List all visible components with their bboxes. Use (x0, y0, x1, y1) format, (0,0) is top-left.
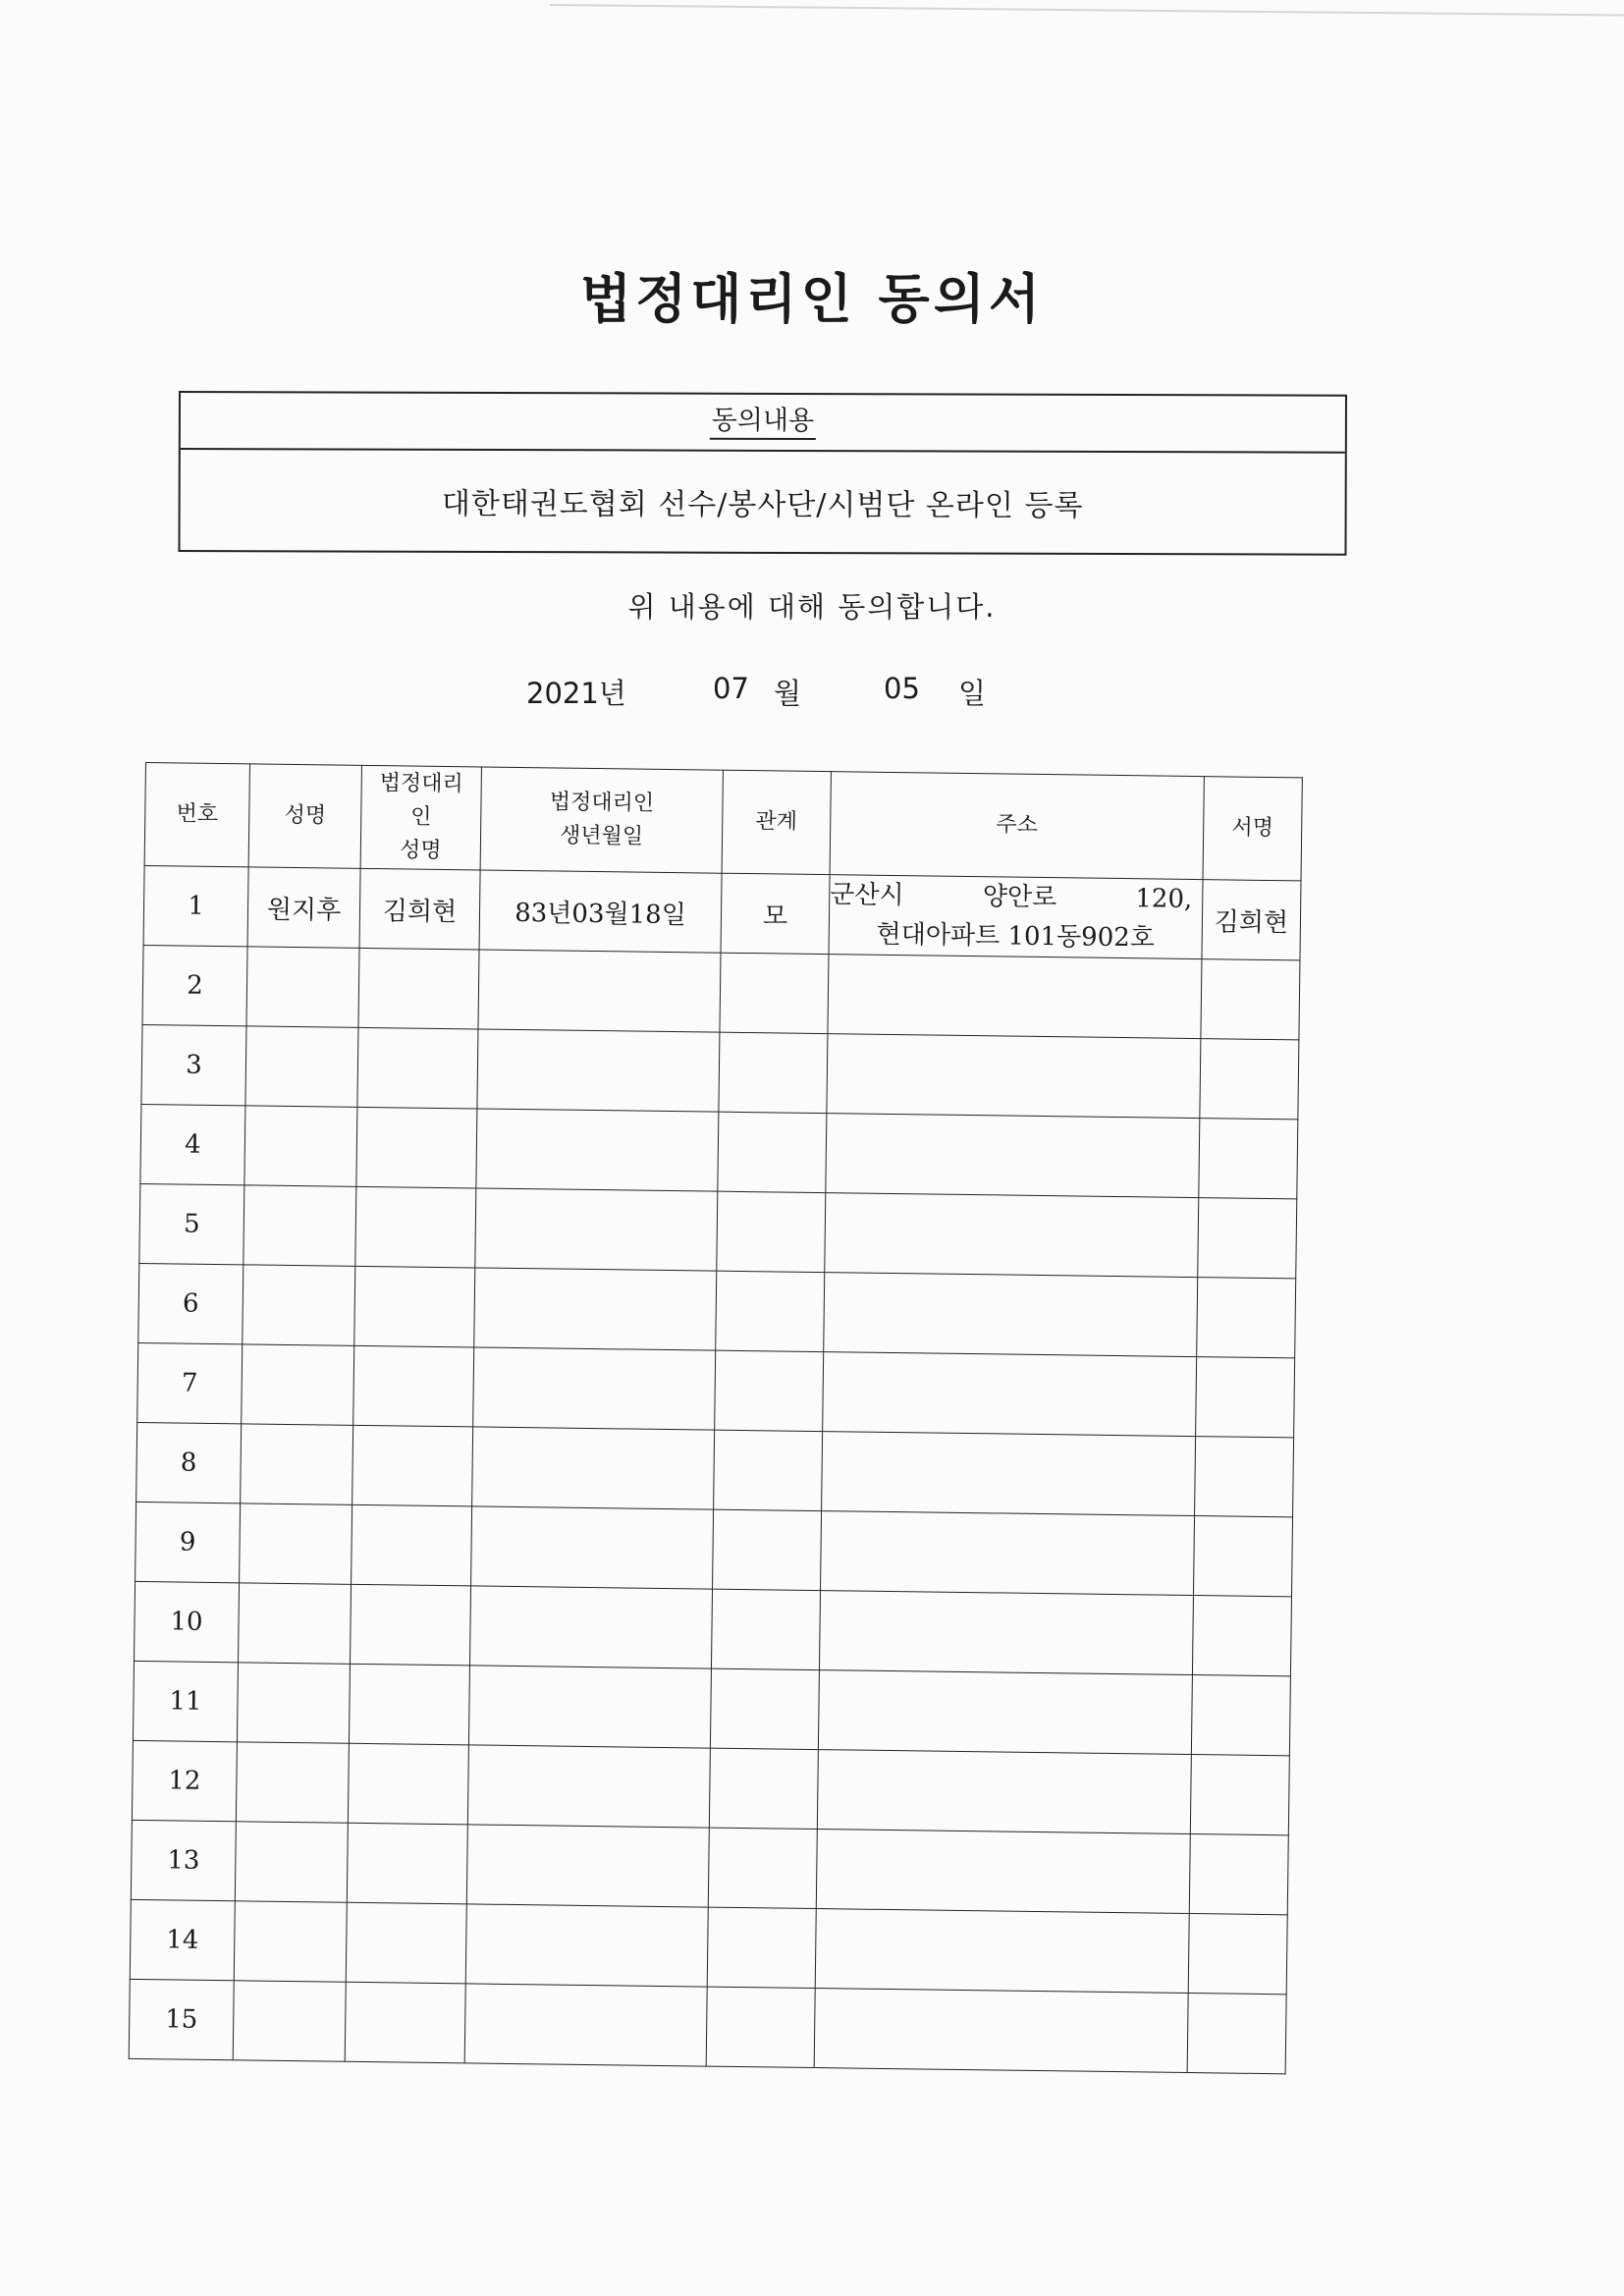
cell-relation[interactable]: 모 (721, 873, 830, 954)
table-row (143, 865, 1301, 959)
header-guardian-name (360, 765, 481, 870)
table-row (138, 1263, 1296, 1357)
cell-address[interactable] (825, 1193, 1199, 1278)
cell-number: 4 (140, 1104, 245, 1184)
cell-address[interactable] (814, 1989, 1188, 2073)
header-guardian-name-line1: 법정대리 (379, 771, 463, 797)
cell-signature[interactable] (1195, 1437, 1294, 1517)
cell-guardian-name[interactable] (358, 948, 479, 1029)
cell-signature[interactable] (1201, 959, 1300, 1040)
cell-relation[interactable] (708, 1828, 817, 1908)
cell-name[interactable] (239, 1583, 352, 1664)
cell-signature[interactable] (1187, 1994, 1286, 2074)
address-line2: 현대아파트 101동902호 (876, 919, 1156, 954)
cell-signature[interactable] (1200, 1039, 1299, 1120)
cell-guardian-birth[interactable] (471, 1506, 714, 1589)
cell-guardian-birth[interactable] (477, 1029, 720, 1112)
cell-address[interactable] (828, 955, 1202, 1039)
cell-signature[interactable] (1193, 1516, 1292, 1597)
consent-content-heading: 동의내용 (710, 405, 816, 440)
cell-guardian-name[interactable] (357, 1027, 478, 1109)
table-header-row (144, 763, 1302, 881)
cell-name[interactable]: 원지후 (247, 867, 360, 948)
cell-relation[interactable] (713, 1509, 822, 1590)
guardian-table (129, 762, 1303, 2074)
agreement-statement: 위 내용에 대해 동의합니다. (627, 590, 997, 624)
table-row (135, 1502, 1293, 1596)
header-guardian-name-line3: 성명 (399, 838, 442, 863)
cell-name[interactable] (243, 1265, 355, 1345)
cell-relation[interactable] (707, 1907, 816, 1988)
cell-name[interactable] (246, 947, 359, 1027)
cell-guardian-birth[interactable] (473, 1347, 716, 1430)
header-guardian-birth-line2: 생년월일 (559, 823, 644, 849)
cell-number: 9 (135, 1502, 241, 1582)
cell-relation[interactable] (706, 1987, 815, 2067)
cell-guardian-birth[interactable] (464, 1984, 707, 2066)
table-row (132, 1740, 1289, 1834)
cell-number: 10 (135, 1581, 240, 1662)
cell-relation[interactable] (716, 1271, 825, 1351)
cell-number: 2 (142, 945, 247, 1025)
cell-name[interactable] (233, 1981, 346, 2061)
table-row (135, 1581, 1292, 1675)
cell-address[interactable] (826, 1114, 1200, 1198)
cell-name[interactable] (244, 1185, 356, 1266)
cell-address[interactable] (824, 1273, 1198, 1357)
cell-relation[interactable] (717, 1191, 826, 1272)
cell-relation[interactable] (715, 1350, 824, 1431)
cell-number: 5 (139, 1183, 244, 1264)
cell-signature[interactable] (1188, 1914, 1287, 1995)
cell-guardian-name[interactable] (349, 1664, 469, 1745)
cell-number: 15 (129, 1979, 234, 2059)
table-row (131, 1820, 1288, 1914)
cell-relation[interactable] (711, 1589, 820, 1669)
table-row (133, 1661, 1290, 1755)
cell-guardian-name[interactable] (345, 1982, 465, 2063)
table-row (139, 1183, 1297, 1278)
cell-number: 14 (130, 1899, 235, 1980)
cell-address[interactable] (829, 875, 1203, 959)
cell-number: 3 (141, 1024, 246, 1105)
date-year: 2021년 (526, 677, 626, 710)
cell-guardian-name[interactable] (356, 1107, 477, 1188)
document-title: 법정대리인 동의서 (579, 268, 1045, 330)
cell-signature[interactable] (1192, 1596, 1291, 1676)
cell-guardian-birth[interactable] (472, 1427, 715, 1509)
scan-edge-line (550, 4, 1624, 17)
cell-signature[interactable] (1189, 1834, 1288, 1915)
cell-name[interactable] (235, 1822, 348, 1902)
header-name: 성명 (248, 764, 361, 868)
cell-address[interactable] (827, 1034, 1201, 1119)
cell-guardian-name[interactable] (353, 1345, 474, 1427)
cell-relation[interactable] (718, 1112, 827, 1192)
cell-address[interactable] (822, 1432, 1196, 1516)
cell-guardian-birth[interactable] (469, 1586, 712, 1668)
cell-name[interactable] (240, 1503, 352, 1584)
cell-address[interactable] (821, 1511, 1195, 1596)
cell-guardian-birth[interactable] (475, 1188, 718, 1271)
cell-guardian-name[interactable] (348, 1743, 468, 1825)
header-signature: 서명 (1203, 777, 1302, 881)
cell-number: 8 (136, 1422, 242, 1503)
cell-name[interactable] (237, 1663, 350, 1743)
cell-number: 11 (133, 1661, 238, 1741)
cell-relation[interactable] (710, 1668, 819, 1749)
header-guardian-name-line2: 인 (409, 804, 432, 830)
table-row (129, 1979, 1286, 2073)
cell-relation[interactable] (714, 1430, 823, 1510)
cell-signature[interactable] (1199, 1119, 1298, 1199)
cell-guardian-birth[interactable]: 83년03월18일 (479, 870, 722, 953)
cell-name[interactable] (234, 1901, 347, 1982)
cell-guardian-birth[interactable] (468, 1666, 711, 1748)
date-day-unit: 일 (958, 677, 987, 710)
cell-guardian-birth[interactable] (467, 1745, 710, 1828)
cell-address[interactable] (818, 1670, 1192, 1755)
cell-guardian-birth[interactable] (478, 950, 721, 1032)
date-day: 05 (884, 672, 920, 705)
date-month: 07 (713, 672, 749, 705)
cell-relation[interactable] (720, 953, 829, 1033)
cell-signature[interactable]: 김희현 (1202, 880, 1301, 960)
cell-number: 7 (137, 1342, 243, 1423)
header-relation: 관계 (722, 770, 831, 874)
address-road: 양안로 (982, 882, 1057, 913)
cell-guardian-name[interactable] (355, 1186, 476, 1268)
table-row (137, 1342, 1295, 1437)
header-number: 번호 (144, 763, 249, 867)
cell-guardian-birth[interactable] (465, 1904, 708, 1987)
cell-signature[interactable] (1196, 1357, 1295, 1438)
cell-guardian-birth[interactable] (474, 1268, 717, 1350)
table-row (130, 1899, 1287, 1994)
cell-signature[interactable] (1197, 1278, 1296, 1358)
cell-address[interactable] (817, 1750, 1191, 1834)
cell-guardian-name[interactable]: 김희현 (359, 868, 480, 950)
cell-name[interactable] (245, 1026, 358, 1107)
cell-name[interactable] (242, 1344, 354, 1425)
cell-relation[interactable] (719, 1032, 828, 1113)
cell-number: 12 (132, 1740, 237, 1821)
cell-relation[interactable] (709, 1748, 818, 1829)
cell-address[interactable] (816, 1830, 1190, 1914)
cell-name[interactable] (241, 1424, 353, 1504)
header-address: 주소 (830, 772, 1204, 880)
cell-guardian-birth[interactable] (466, 1825, 709, 1907)
consent-content-body: 대한태권도협회 선수/봉사단/시범단 온라인 등록 (441, 486, 1084, 523)
cell-number: 1 (143, 865, 248, 946)
cell-name[interactable] (236, 1742, 349, 1823)
cell-address[interactable] (815, 1909, 1189, 1994)
cell-guardian-name[interactable] (350, 1584, 470, 1666)
cell-signature[interactable] (1191, 1675, 1290, 1756)
cell-guardian-name[interactable] (347, 1823, 467, 1904)
cell-number: 6 (138, 1263, 244, 1343)
cell-guardian-name[interactable] (352, 1425, 473, 1506)
table-row (141, 1024, 1299, 1119)
address-city: 군산시 (830, 880, 904, 911)
consent-content-box (178, 391, 1347, 556)
cell-signature[interactable] (1198, 1198, 1297, 1279)
table-row (136, 1422, 1294, 1516)
cell-number: 13 (131, 1820, 236, 1900)
cell-name[interactable] (244, 1106, 357, 1186)
cell-guardian-birth[interactable] (476, 1109, 719, 1191)
cell-address[interactable] (819, 1591, 1193, 1675)
address-line1 (830, 875, 1202, 919)
cell-guardian-name[interactable] (352, 1504, 472, 1586)
cell-guardian-name[interactable] (346, 1902, 466, 1984)
cell-address[interactable] (823, 1352, 1197, 1437)
header-guardian-birth (480, 767, 723, 873)
consent-content-heading-row (181, 393, 1345, 454)
table-row (142, 945, 1300, 1039)
cell-guardian-name[interactable] (354, 1266, 475, 1347)
date-month-unit: 월 (774, 677, 802, 710)
address-number: 120, (1135, 884, 1193, 914)
cell-signature[interactable] (1190, 1755, 1289, 1835)
header-guardian-birth-line1: 법정대리인 (549, 790, 655, 816)
table-row (140, 1104, 1298, 1198)
